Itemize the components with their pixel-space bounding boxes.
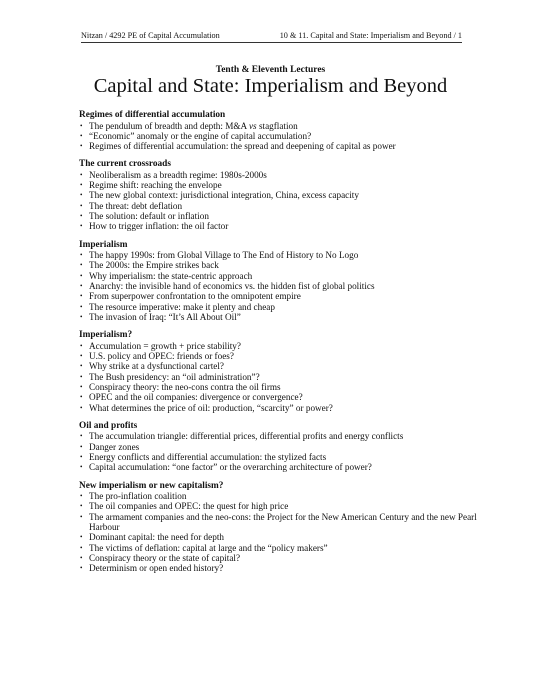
section-imperialism-question <box>79 330 481 413</box>
list-item: • The victims of deflation: capital at large and the “policy makers” <box>79 543 481 553</box>
bullet-list <box>79 491 481 573</box>
list-item: • How to trigger inflation: the oil factor <box>79 221 481 231</box>
section-heading: Regimes of differential accumulation <box>79 110 226 120</box>
list-item: • Danger zones <box>79 442 481 452</box>
list-item: • The new global context: jurisdictional integration, China, excess capacity <box>79 190 481 200</box>
list-item: • Accumulation = growth + price stability? <box>79 341 481 351</box>
header-lecture-page: 10 & 11. Capital and State: Imperialism and Beyond / 1 <box>279 31 462 40</box>
section-heading: Imperialism? <box>79 330 133 341</box>
list-item: • The happy 1990s: from Global Village to The End of History to No Logo <box>79 250 481 260</box>
list-item: • The 2000s: the Empire strikes back <box>79 260 481 270</box>
section-regimes <box>79 110 481 151</box>
section-heading: Oil and profits <box>79 420 138 431</box>
list-item: • Determinism or open ended history? <box>79 563 481 573</box>
list-item: • From superpower confrontation to the omnipotent empire <box>79 291 481 301</box>
list-item: • Why strike at a dysfunctional cartel? <box>79 361 481 371</box>
section-imperialism <box>79 240 481 323</box>
section-heading: The current crossroads <box>79 159 171 170</box>
outline-content <box>79 110 481 581</box>
list-item: • Conspiracy theory or the state of capital? <box>79 553 481 563</box>
bullet-list <box>79 431 481 472</box>
list-item: • Regime shift: reaching the envelope <box>79 180 481 190</box>
list-item: • The threat: debt deflation <box>79 201 481 211</box>
list-item: • The pro-inflation coalition <box>79 491 481 501</box>
running-header <box>81 31 462 43</box>
bullet-list <box>79 250 481 322</box>
list-item: • The solution: default or inflation <box>79 211 481 221</box>
lecture-subtitle: Tenth & Eleventh Lectures <box>215 65 326 75</box>
bullet-list <box>79 341 481 413</box>
list-item <box>79 121 481 131</box>
list-item: • Conspiracy theory: the neo-cons contra the oil firms <box>79 382 481 392</box>
list-item: • Energy conflicts and differential accumulation: the stylized facts <box>79 452 481 462</box>
section-oil-profits <box>79 421 481 473</box>
list-item: • The armament companies and the neo-cons: the Project for the New American Century and the new Pearl Harbour <box>79 512 481 533</box>
versus-italic: vs <box>248 120 257 131</box>
list-item: • Anarchy: the invisible hand of economics vs. the hidden fist of global politics <box>79 281 481 291</box>
list-item: • Neoliberalism as a breadth regime: 1980s-2000s <box>79 170 481 180</box>
bullet-list <box>79 121 481 152</box>
section-crossroads <box>79 159 481 231</box>
section-heading: Imperialism <box>79 239 128 250</box>
list-item: • The oil companies and OPEC: the quest for high price <box>79 501 481 511</box>
list-item: • Regimes of differential accumulation: the spread and deepening of capital as power <box>79 141 481 151</box>
header-course: Nitzan / 4292 PE of Capital Accumulation <box>81 31 220 40</box>
list-item: • Capital accumulation: “one factor” or the overarching architecture of power? <box>79 462 481 472</box>
list-item: • The Bush presidency: an “oil administration”? <box>79 372 481 382</box>
list-item: • The accumulation triangle: differential prices, differential profits and energy conflicts <box>79 431 481 441</box>
list-item: • OPEC and the oil companies: divergence or convergence? <box>79 392 481 402</box>
list-item: • Why imperialism: the state-centric approach <box>79 271 481 281</box>
section-heading: New imperialism or new capitalism? <box>79 480 224 491</box>
list-item: • U.S. policy and OPEC: friends or foes? <box>79 351 481 361</box>
list-item: • The resource imperative: make it plenty and cheap <box>79 302 481 312</box>
list-item: • The invasion of Iraq: “It’s All About Oil” <box>79 312 481 322</box>
page-title: Capital and State: Imperialism and Beyond <box>93 75 448 97</box>
list-item: • What determines the price of oil: production, “scarcity” or power? <box>79 403 481 413</box>
bullet-list <box>79 170 481 232</box>
list-item-pre: The pendulum of breadth and depth: M&A vs stagflation <box>89 120 298 131</box>
list-item: • Dominant capital: the need for depth <box>79 532 481 542</box>
list-item: • “Economic” anomaly or the engine of capital accumulation? <box>79 131 481 141</box>
section-new-imperialism <box>79 481 481 574</box>
